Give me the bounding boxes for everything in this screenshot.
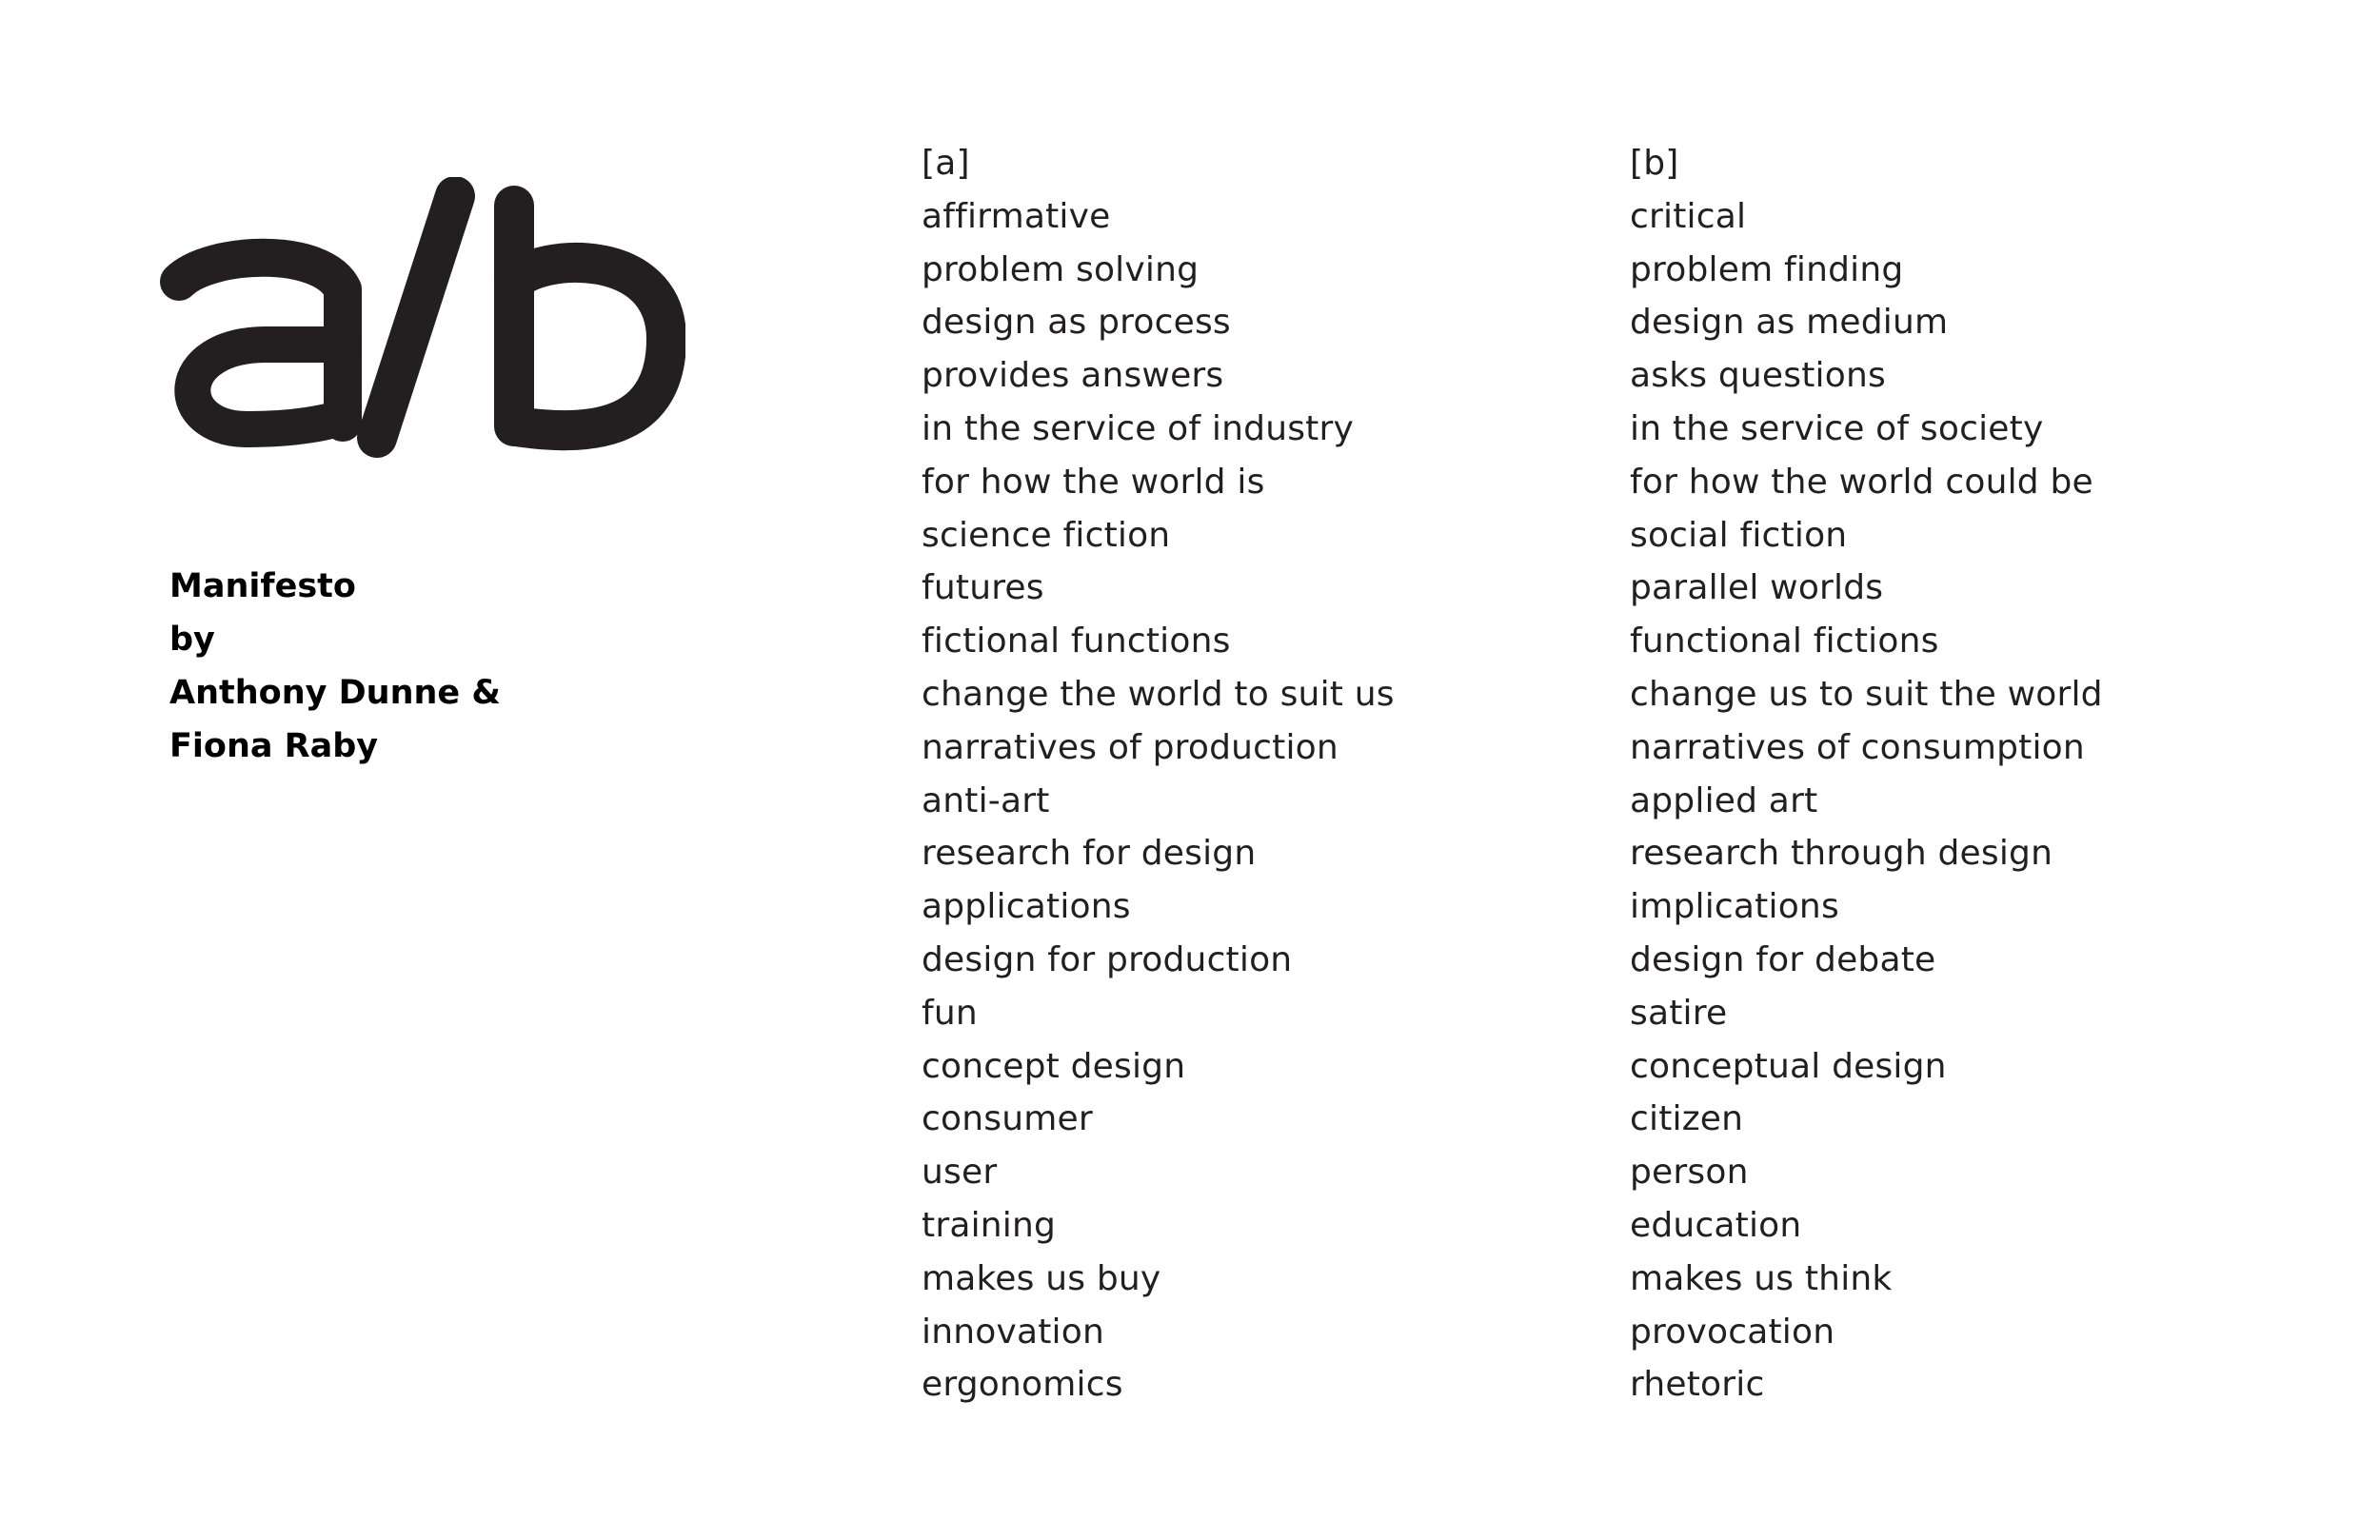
list-item: design for debate	[1630, 939, 1936, 979]
list-item: anti-art	[922, 780, 1050, 820]
column-b-list	[1630, 190, 2353, 1412]
list-item: provides answers	[922, 356, 1224, 396]
list-item: asks questions	[1630, 356, 1886, 396]
list-item: concept design	[922, 1046, 1186, 1086]
list-item: in the service of society	[1630, 408, 2044, 448]
column-b	[1630, 137, 2353, 1412]
column-a-header: [a]	[922, 144, 970, 183]
list-item: affirmative	[922, 196, 1111, 236]
list-item: for how the world is	[922, 462, 1265, 502]
column-a	[922, 137, 1645, 1412]
list-item: narratives of production	[922, 727, 1339, 767]
column-b-header: [b]	[1630, 144, 1679, 183]
list-item: futures	[922, 568, 1044, 608]
list-item: user	[922, 1153, 998, 1193]
list-item: functional fictions	[1630, 622, 1939, 661]
ab-logo-mark	[152, 177, 685, 463]
credit-line-by: by	[169, 621, 215, 659]
logo-letter-b-bowl	[514, 263, 666, 430]
list-item: problem finding	[1630, 249, 1904, 289]
list-item: person	[1630, 1153, 1749, 1193]
list-item: design for production	[922, 939, 1293, 979]
ab-logo	[152, 177, 685, 463]
list-item: in the service of industry	[922, 408, 1354, 448]
list-item: ergonomics	[922, 1365, 1123, 1405]
list-item: applications	[922, 887, 1131, 927]
list-item: consumer	[922, 1099, 1093, 1139]
list-item: narratives of consumption	[1630, 727, 2085, 767]
list-item: education	[1630, 1205, 1802, 1245]
list-item: applied art	[1630, 780, 1818, 820]
list-item: rhetoric	[1630, 1365, 1765, 1405]
list-item: fictional functions	[922, 622, 1231, 661]
list-item: change us to suit the world	[1630, 674, 2103, 714]
logo-letter-a-bowl	[192, 345, 343, 429]
list-item: satire	[1630, 993, 1728, 1033]
list-item: research through design	[1630, 834, 2053, 874]
list-item: implications	[1630, 887, 1839, 927]
credit-line-title: Manifesto	[169, 567, 356, 605]
list-item: social fiction	[1630, 515, 1848, 555]
list-item: innovation	[922, 1312, 1104, 1352]
list-item: science fiction	[922, 515, 1171, 555]
credit-line-author-1: Anthony Dunne &	[169, 674, 501, 712]
manifesto-credits	[169, 560, 703, 773]
list-item: change the world to suit us	[922, 674, 1395, 714]
list-item: makes us think	[1630, 1258, 1893, 1298]
list-item: training	[922, 1205, 1057, 1245]
list-item: research for design	[922, 834, 1257, 874]
list-item: fun	[922, 993, 978, 1033]
list-item: design as medium	[1630, 303, 1949, 343]
list-item: provocation	[1630, 1312, 1835, 1352]
list-item: makes us buy	[922, 1258, 1161, 1298]
list-item: parallel worlds	[1630, 568, 1884, 608]
logo-slash	[377, 196, 455, 438]
list-item: conceptual design	[1630, 1046, 1947, 1086]
list-item: critical	[1630, 196, 1747, 236]
list-item: for how the world could be	[1630, 462, 2093, 502]
column-a-list	[922, 190, 1645, 1412]
credit-line-author-2: Fiona Raby	[169, 727, 379, 765]
list-item: problem solving	[922, 249, 1200, 289]
list-item: citizen	[1630, 1099, 1744, 1139]
list-item: design as process	[922, 303, 1231, 343]
